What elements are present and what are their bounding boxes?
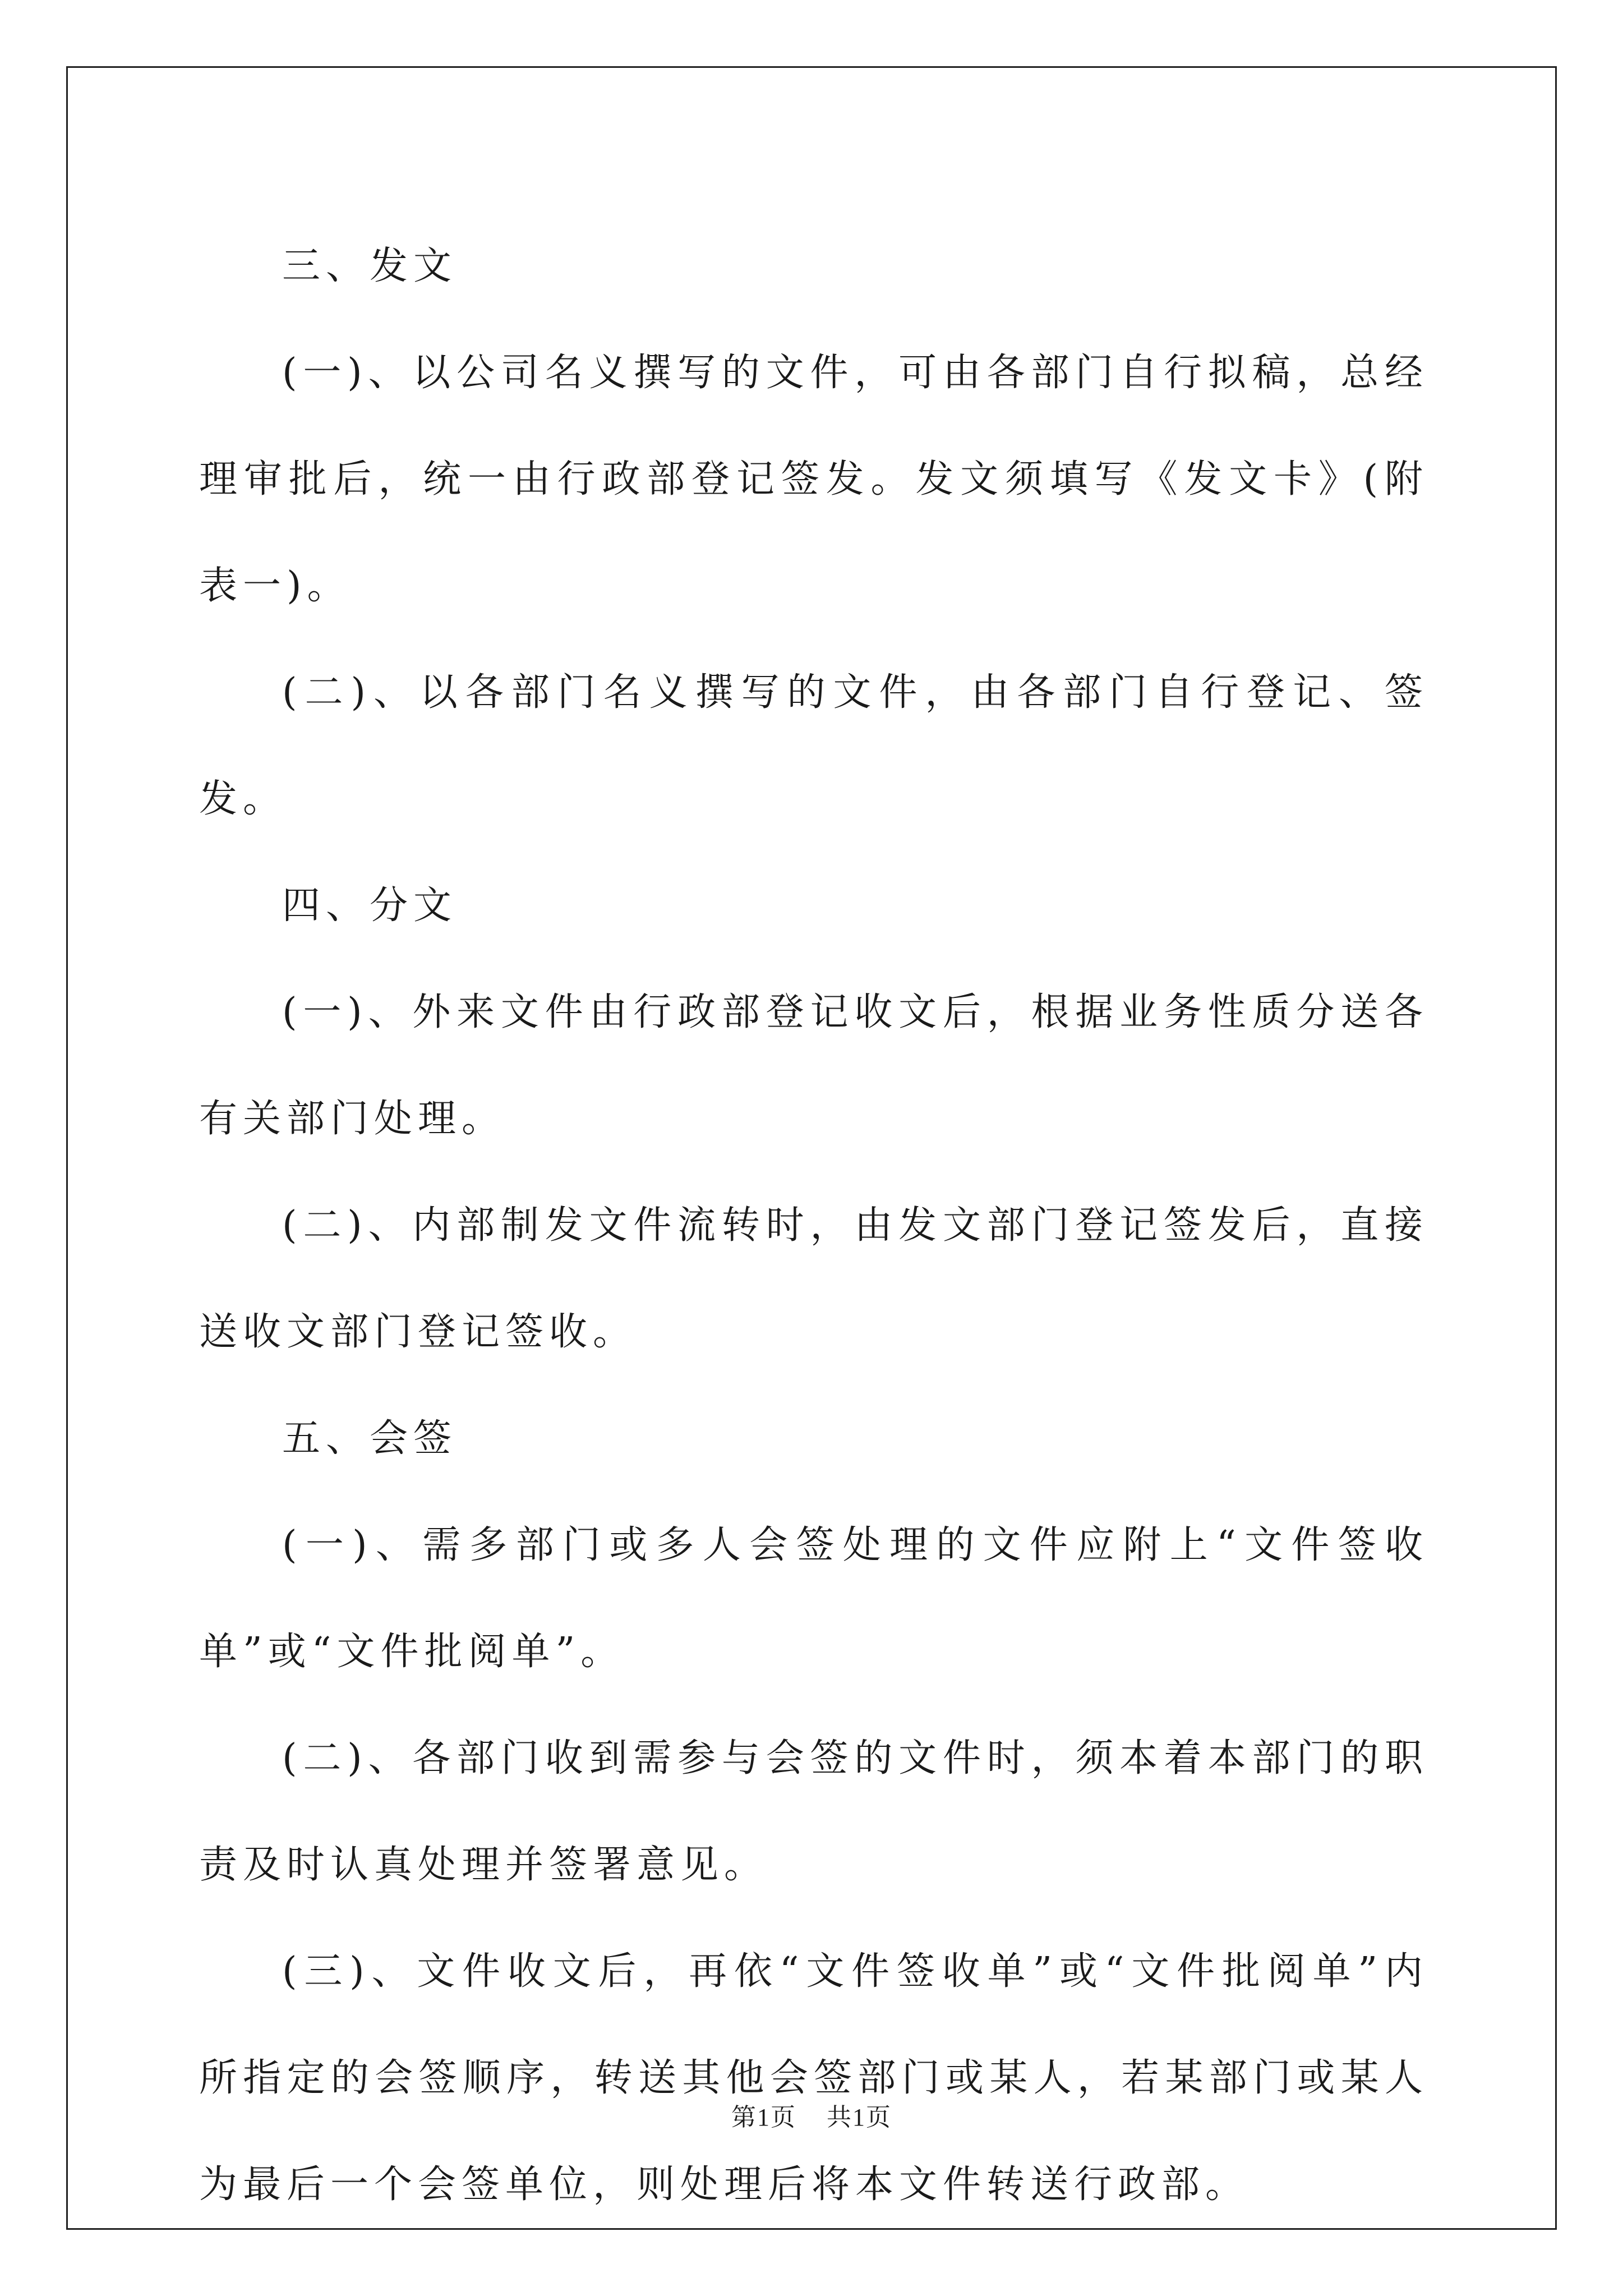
paragraph: (二)、各部门收到需参与会签的文件时，须本着本部门的职责及时认真处理并签署意见。 — [199, 1736, 1428, 1887]
paragraph: (三)、文件收文后，再依“文件签收单”或“文件批阅单”内所指定的会签顺序，转送其他会签部门或某人，若某部门或某人为最后一个会签单位，则处理后将本文件转送行政部。 — [199, 1949, 1428, 2207]
paragraph: (二)、内部制发文件流转时，由发文部门登记签发后，直接送收文部门登记签收。 — [199, 1203, 1428, 1354]
page-footer — [0, 2097, 1623, 2133]
paragraph: (一)、外来文件由行政部登记收文后，根据业务性质分送各有关部门处理。 — [199, 990, 1428, 1141]
section-heading-five: 五、会签 — [282, 1416, 458, 1461]
paragraph: (一)、以公司名义撰写的文件，可由各部门自行拟稿，总经理审批后，统一由行政部登记签发。发文须填写《发文卡》(附表一)。 — [199, 351, 1429, 608]
section-heading-four: 四、分文 — [282, 884, 458, 928]
document-body — [199, 213, 1428, 2238]
paragraph: (一)、需多部门或多人会签处理的文件应附上“文件签收单”或“文件批阅单”。 — [199, 1523, 1428, 1674]
page-total: 共1页 — [827, 2104, 892, 2131]
paragraph: (二)、以各部门名义撰写的文件，由各部门自行登记、签发。 — [199, 670, 1428, 821]
section-heading-three: 三、发文 — [282, 244, 458, 288]
page-number: 第1页 — [731, 2104, 796, 2131]
